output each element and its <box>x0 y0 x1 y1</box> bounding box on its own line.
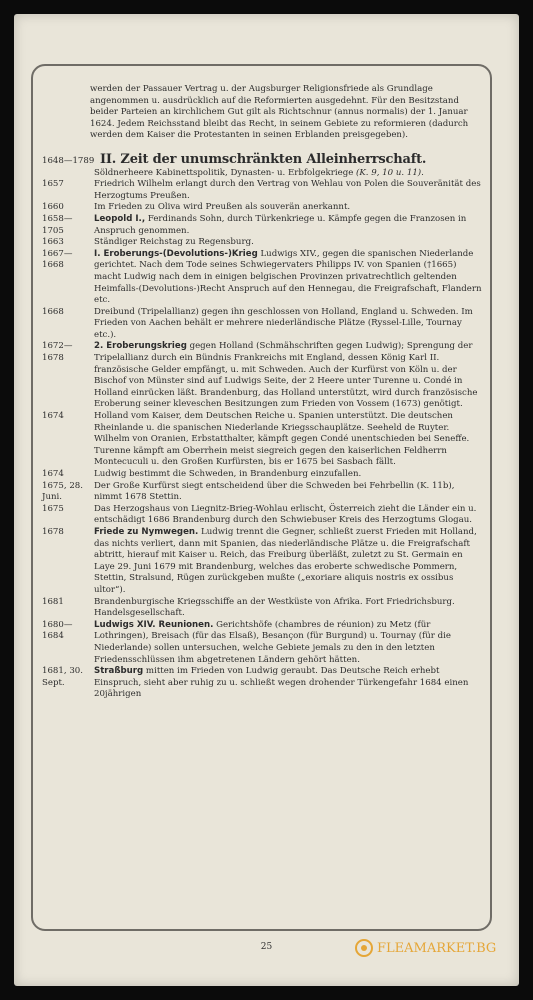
chronology-entry <box>42 597 482 620</box>
entry-text: Ständiger Reichstag zu Regensburg. <box>94 237 254 248</box>
entry-year: 1667—1668 <box>42 248 73 271</box>
section-title: II. Zeit der unumschränkten Alleinherrschaft. <box>100 151 427 167</box>
entry-text: Ferdinands Sohn, durch Türkenkriege u. Kämpfe gegen die Franzosen in Anspruch genommen. <box>94 213 467 236</box>
entry-text: Dreibund (Tripelallianz) gegen ihn geschlossen von Holland, England u. Schweden. Im Frieden von Aachen behält er mehrere niederländische Plätze (Ryssel-Lille, Tournay etc.). <box>94 306 473 340</box>
entry-year: 1681, 30. Sept. <box>42 666 84 688</box>
chronology-entry <box>42 214 482 237</box>
entry-year: 1675, 28. Juni. <box>42 480 84 503</box>
entry-text: Der Große Kurfürst siegt entscheidend über die Schweden bei Fehrbellin (K. 11b), nimmt 1678 Stettin. <box>94 480 455 503</box>
entry-text: gegen Holland (Schmähschriften gegen Ludwig); Sprengung der Tripelallianz durch ein Bündnis Frankreichs mit England, dessen König Karl II. französische Gelder empfängt, u. mit Schweden. Auch der Kurfürst von Köln u. der Bischof von Münster sind auf Ludwigs Seite, der 2 Heere unter Turenne u. Condé in Holland einrücken läßt. Brandenburg, das Holland unterstützt, wird durch französische Eroberung seiner kleveschen Besitzungen zum Frieden von Vossem (1673) genötigt. <box>94 341 478 410</box>
entry-year: 1674 <box>42 411 64 422</box>
entry-bold: Straßburg <box>94 666 144 677</box>
entry-year: 1678 <box>42 526 64 537</box>
entry-year: 1674 <box>42 469 64 479</box>
chronology-entry <box>42 307 482 342</box>
section-years: 1648—1789 <box>42 155 95 166</box>
chronology-entry <box>42 481 482 504</box>
entry-text: Holland vom Kaiser, dem Deutschen Reiche u. Spanien unterstützt. Die deutschen Rheinlande u. die spanischen Niederlande Kriegsschauplätze. Seeheld de Ruyter. Wilhelm von Oranien, Erbstatthalter, kämpft gegen Condé unentschieden bei Seneffe. Turenne kämpft am Oberrhein meist siegreich gegen den kaiserlichen Feldherrn Montecuculi u. den Großen Kurfürsten, bis er 1675 bei Sasbach fällt. <box>94 411 470 468</box>
entry-year: 1672—1678 <box>42 341 73 364</box>
chronology-entry <box>42 179 482 202</box>
section-subtitle-text: Söldnerheere Kabinettspolitik, Dynasten- u. Erbfolgekriege <box>94 167 354 178</box>
entry-bold: Ludwigs XIV. Reunionen. <box>94 619 214 630</box>
chronology-entry <box>42 469 482 481</box>
entry-year: 1657 <box>42 179 64 190</box>
entry-bold: I. Eroberungs-(Devolutions-)Krieg <box>94 248 258 259</box>
entry-text: Das Herzogshaus von Liegnitz-Brieg-Wohlau erlischt, Österreich zieht die Länder ein u. entschädigt 1686 Brandenburg durch den Schwiebuser Kreis des Herzogtums Glogau. <box>94 503 477 526</box>
chronology-entry <box>42 666 482 701</box>
page-content <box>42 84 482 701</box>
section-subtitle <box>42 168 482 180</box>
entry-bold: Leopold I., <box>94 213 146 224</box>
watermark <box>355 939 496 957</box>
section-subtitle-ref: (K. 9, 10 u. 11). <box>356 167 424 178</box>
entry-bold: Friede zu Nymwegen. <box>94 526 199 537</box>
chronology-entry <box>42 620 482 666</box>
page-number: 25 <box>260 942 273 952</box>
chronology-entry <box>42 249 482 307</box>
chronology-entry <box>42 411 482 469</box>
entry-text: Im Frieden zu Oliva wird Preußen als souverän anerkannt. <box>94 202 351 213</box>
entry-year: 1680—1684 <box>42 619 73 642</box>
chronology-list <box>42 179 482 701</box>
entry-bold: 2. Eroberungskrieg <box>94 341 187 352</box>
entry-year: 1660 <box>42 202 64 213</box>
entry-text: Ludwig trennt die Gegner, schließt zuerst Frieden mit Holland, das nichts verliert, dann mit Spanien, das niederländische Plätze u. die Freigrafschaft abtritt, hierauf mit Kaiser u. Reich, das Freiburg überläßt, zuletzt zu St. Germain en Laye 29. Juni 1679 mit Brandenburg, welches das eroberte schwedische Pommern, Stettin, Stralsund, Rügen zurückgeben mußte („exoriare aliquis nostris ex ossibus ultor“). <box>94 526 477 595</box>
watermark-text: FLEAMARKET.BG <box>377 940 497 956</box>
entry-text: Ludwigs XIV., gegen die spanischen Niederlande gerichtet. Nach dem Tode seines Schwiegervaters Philipps IV. von Spanien (†1665) macht Ludwig nach dem in einigen belgischen Provinzen privatrechtlich geltenden Heimfalls-(Devolutions-)Recht Anspruch auf den Hennegau, die Freigrafschaft, Flandern etc. <box>94 248 482 306</box>
entry-text: Brandenburgische Kriegsschiffe an der Westküste von Afrika. Fort Friedrichsburg. Handelsgesellschaft. <box>94 596 455 619</box>
entry-year: 1675 <box>42 503 64 514</box>
watermark-logo-icon <box>355 939 373 957</box>
entry-text: mitten im Frieden von Ludwig geraubt. Das Deutsche Reich erhebt Einspruch, sieht aber ruhig zu u. schließt wegen drohender Türkengefahr 1684 einen 20jährigen <box>94 666 469 700</box>
entry-text: Ludwig bestimmt die Schweden, in Brandenburg einzufallen. <box>94 469 362 479</box>
chronology-entry <box>42 527 482 597</box>
chronology-entry <box>42 202 482 214</box>
chronology-entry <box>42 341 482 411</box>
book-page <box>14 14 519 986</box>
intro-paragraph: werden der Passauer Vertrag u. der Augsburger Religionsfriede als Grundlage angenommen u. ausdrücklich auf die Reformierten ausgedehnt. Für den Besitzstand beider Parteien an kirchlichem Gut gilt als Richtschnur (annus normalis) der 1. Januar 1624. Jedem Reichsstand bleibt das Recht, in seinem Gebiete zu reformieren (dadurch werden dem Kaiser die Protestanten in seinen Erblanden preisgegeben). <box>90 84 469 141</box>
entry-year: 1681 <box>42 596 64 607</box>
entry-text: Friedrich Wilhelm erlangt durch den Vertrag von Wehlau von Polen die Souveränität des Herzogtums Preußen. <box>94 179 481 201</box>
section-heading <box>42 151 482 168</box>
entry-year: 1668 <box>42 306 64 317</box>
entry-text: Gerichtshöfe (chambres de réunion) zu Metz (für Lothringen), Breisach (für das Elsaß), Besançon (für Burgund) u. Tournay (für die Niederlande) sollen untersuchen, welche Gebiete jemals zu den in den letzten Friedensschlüssen ihm abgetretenen Ländern gehört hätten. <box>94 619 451 665</box>
chronology-entry <box>42 504 482 527</box>
chronology-entry <box>42 237 482 249</box>
entry-year: 1658—1705 <box>42 213 73 236</box>
entry-year: 1663 <box>42 237 64 248</box>
